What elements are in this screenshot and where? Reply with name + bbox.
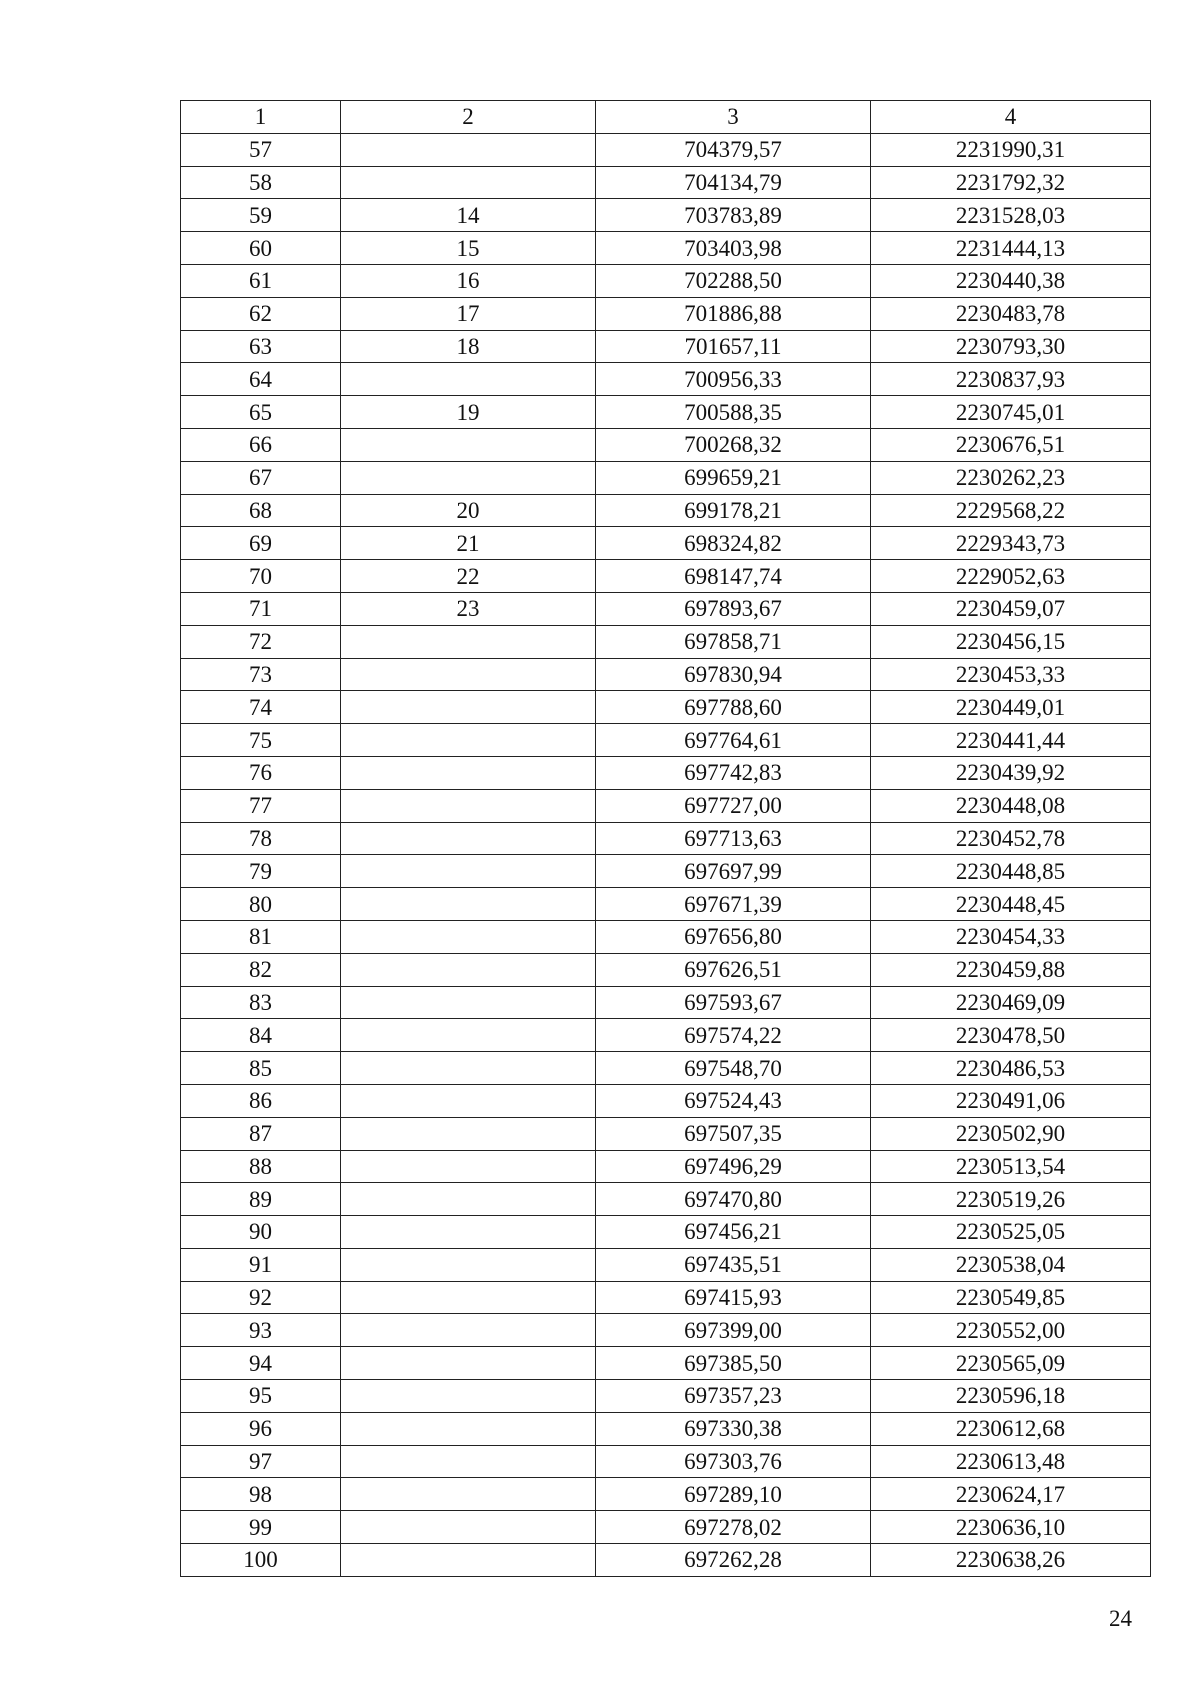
y-coordinate-cell: 2230262,23 — [871, 461, 1151, 494]
y-coordinate-cell: 2230483,78 — [871, 297, 1151, 330]
x-coordinate-cell: 697289,10 — [596, 1478, 871, 1511]
y-coordinate-cell: 2229568,22 — [871, 494, 1151, 527]
point-number-cell: 100 — [181, 1544, 341, 1577]
y-coordinate-cell: 2230478,50 — [871, 1019, 1151, 1052]
vertex-number-cell — [341, 1544, 596, 1577]
x-coordinate-cell: 700268,32 — [596, 428, 871, 461]
y-coordinate-cell: 2230613,48 — [871, 1445, 1151, 1478]
point-number-cell: 75 — [181, 724, 341, 757]
vertex-number-cell — [341, 461, 596, 494]
y-coordinate-cell: 2229343,73 — [871, 527, 1151, 560]
table-row — [181, 953, 1151, 986]
x-coordinate-cell: 698147,74 — [596, 560, 871, 593]
table-row — [181, 625, 1151, 658]
table-row — [181, 658, 1151, 691]
point-number-cell: 89 — [181, 1183, 341, 1216]
vertex-number-cell — [341, 724, 596, 757]
x-coordinate-cell: 697470,80 — [596, 1183, 871, 1216]
x-coordinate-cell: 701657,11 — [596, 330, 871, 363]
vertex-number-cell: 18 — [341, 330, 596, 363]
y-coordinate-cell: 2230469,09 — [871, 986, 1151, 1019]
point-number-cell: 88 — [181, 1150, 341, 1183]
y-coordinate-cell: 2230793,30 — [871, 330, 1151, 363]
table-row — [181, 1544, 1151, 1577]
x-coordinate-cell: 699178,21 — [596, 494, 871, 527]
y-coordinate-cell: 2230439,92 — [871, 756, 1151, 789]
vertex-number-cell — [341, 428, 596, 461]
point-number-cell: 90 — [181, 1216, 341, 1249]
y-coordinate-cell: 2230456,15 — [871, 625, 1151, 658]
x-coordinate-cell: 697278,02 — [596, 1511, 871, 1544]
y-coordinate-cell: 2230565,09 — [871, 1347, 1151, 1380]
table-row — [181, 1150, 1151, 1183]
table-row — [181, 264, 1151, 297]
x-coordinate-cell: 697548,70 — [596, 1052, 871, 1085]
table-row — [181, 1084, 1151, 1117]
coordinates-table — [180, 100, 1151, 1577]
table-row — [181, 133, 1151, 166]
table-row — [181, 724, 1151, 757]
table-row — [181, 1052, 1151, 1085]
table-row — [181, 1380, 1151, 1413]
x-coordinate-cell: 697764,61 — [596, 724, 871, 757]
point-number-cell: 73 — [181, 658, 341, 691]
x-coordinate-cell: 697399,00 — [596, 1314, 871, 1347]
vertex-number-cell — [341, 1248, 596, 1281]
point-number-cell: 99 — [181, 1511, 341, 1544]
column-header-2: 2 — [341, 101, 596, 134]
x-coordinate-cell: 697830,94 — [596, 658, 871, 691]
vertex-number-cell — [341, 1511, 596, 1544]
x-coordinate-cell: 697357,23 — [596, 1380, 871, 1413]
table-row — [181, 297, 1151, 330]
x-coordinate-cell: 704379,57 — [596, 133, 871, 166]
x-coordinate-cell: 697524,43 — [596, 1084, 871, 1117]
y-coordinate-cell: 2231444,13 — [871, 232, 1151, 265]
point-number-cell: 76 — [181, 756, 341, 789]
point-number-cell: 98 — [181, 1478, 341, 1511]
vertex-number-cell — [341, 1412, 596, 1445]
y-coordinate-cell: 2230452,78 — [871, 822, 1151, 855]
y-coordinate-cell: 2230638,26 — [871, 1544, 1151, 1577]
point-number-cell: 61 — [181, 264, 341, 297]
y-coordinate-cell: 2230538,04 — [871, 1248, 1151, 1281]
point-number-cell: 74 — [181, 691, 341, 724]
table-row — [181, 1216, 1151, 1249]
x-coordinate-cell: 704134,79 — [596, 166, 871, 199]
table-row — [181, 1019, 1151, 1052]
table-row — [181, 232, 1151, 265]
y-coordinate-cell: 2230596,18 — [871, 1380, 1151, 1413]
y-coordinate-cell: 2230552,00 — [871, 1314, 1151, 1347]
table-row — [181, 330, 1151, 363]
point-number-cell: 58 — [181, 166, 341, 199]
x-coordinate-cell: 697697,99 — [596, 855, 871, 888]
x-coordinate-cell: 697435,51 — [596, 1248, 871, 1281]
table-row — [181, 691, 1151, 724]
table-header-row — [181, 101, 1151, 134]
vertex-number-cell — [341, 1281, 596, 1314]
x-coordinate-cell: 701886,88 — [596, 297, 871, 330]
point-number-cell: 94 — [181, 1347, 341, 1380]
table-row — [181, 396, 1151, 429]
x-coordinate-cell: 697507,35 — [596, 1117, 871, 1150]
table-row — [181, 986, 1151, 1019]
vertex-number-cell — [341, 1380, 596, 1413]
x-coordinate-cell: 697713,63 — [596, 822, 871, 855]
y-coordinate-cell: 2230440,38 — [871, 264, 1151, 297]
vertex-number-cell — [341, 133, 596, 166]
table-row — [181, 527, 1151, 560]
vertex-number-cell — [341, 822, 596, 855]
y-coordinate-cell: 2230459,88 — [871, 953, 1151, 986]
table-row — [181, 199, 1151, 232]
vertex-number-cell — [341, 363, 596, 396]
x-coordinate-cell: 700588,35 — [596, 396, 871, 429]
y-coordinate-cell: 2230502,90 — [871, 1117, 1151, 1150]
point-number-cell: 93 — [181, 1314, 341, 1347]
vertex-number-cell — [341, 953, 596, 986]
vertex-number-cell: 21 — [341, 527, 596, 560]
vertex-number-cell — [341, 789, 596, 822]
table-body — [181, 133, 1151, 1576]
y-coordinate-cell: 2230624,17 — [871, 1478, 1151, 1511]
point-number-cell: 79 — [181, 855, 341, 888]
point-number-cell: 66 — [181, 428, 341, 461]
vertex-number-cell — [341, 1183, 596, 1216]
y-coordinate-cell: 2230486,53 — [871, 1052, 1151, 1085]
vertex-number-cell — [341, 1216, 596, 1249]
y-coordinate-cell: 2230636,10 — [871, 1511, 1151, 1544]
point-number-cell: 59 — [181, 199, 341, 232]
y-coordinate-cell: 2230676,51 — [871, 428, 1151, 461]
y-coordinate-cell: 2230448,45 — [871, 888, 1151, 921]
y-coordinate-cell: 2230745,01 — [871, 396, 1151, 429]
vertex-number-cell — [341, 1150, 596, 1183]
point-number-cell: 91 — [181, 1248, 341, 1281]
point-number-cell: 71 — [181, 592, 341, 625]
vertex-number-cell — [341, 691, 596, 724]
x-coordinate-cell: 697893,67 — [596, 592, 871, 625]
point-number-cell: 77 — [181, 789, 341, 822]
y-coordinate-cell: 2231792,32 — [871, 166, 1151, 199]
y-coordinate-cell: 2230453,33 — [871, 658, 1151, 691]
vertex-number-cell — [341, 1084, 596, 1117]
vertex-number-cell: 19 — [341, 396, 596, 429]
vertex-number-cell — [341, 1445, 596, 1478]
x-coordinate-cell: 697496,29 — [596, 1150, 871, 1183]
point-number-cell: 63 — [181, 330, 341, 363]
y-coordinate-cell: 2230454,33 — [871, 920, 1151, 953]
vertex-number-cell — [341, 1478, 596, 1511]
point-number-cell: 96 — [181, 1412, 341, 1445]
vertex-number-cell — [341, 1052, 596, 1085]
x-coordinate-cell: 697742,83 — [596, 756, 871, 789]
y-coordinate-cell: 2230513,54 — [871, 1150, 1151, 1183]
point-number-cell: 95 — [181, 1380, 341, 1413]
x-coordinate-cell: 697303,76 — [596, 1445, 871, 1478]
vertex-number-cell: 17 — [341, 297, 596, 330]
y-coordinate-cell: 2230448,08 — [871, 789, 1151, 822]
x-coordinate-cell: 697788,60 — [596, 691, 871, 724]
table-row — [181, 756, 1151, 789]
point-number-cell: 92 — [181, 1281, 341, 1314]
y-coordinate-cell: 2230441,44 — [871, 724, 1151, 757]
table-row — [181, 822, 1151, 855]
vertex-number-cell — [341, 1347, 596, 1380]
vertex-number-cell — [341, 986, 596, 1019]
point-number-cell: 68 — [181, 494, 341, 527]
y-coordinate-cell: 2230837,93 — [871, 363, 1151, 396]
table-row — [181, 166, 1151, 199]
y-coordinate-cell: 2229052,63 — [871, 560, 1151, 593]
x-coordinate-cell: 697593,67 — [596, 986, 871, 1019]
x-coordinate-cell: 703783,89 — [596, 199, 871, 232]
point-number-cell: 60 — [181, 232, 341, 265]
x-coordinate-cell: 697415,93 — [596, 1281, 871, 1314]
table-row — [181, 1314, 1151, 1347]
point-number-cell: 83 — [181, 986, 341, 1019]
vertex-number-cell: 14 — [341, 199, 596, 232]
table-row — [181, 1445, 1151, 1478]
y-coordinate-cell: 2230448,85 — [871, 855, 1151, 888]
y-coordinate-cell: 2230525,05 — [871, 1216, 1151, 1249]
vertex-number-cell: 22 — [341, 560, 596, 593]
table-row — [181, 1347, 1151, 1380]
vertex-number-cell: 15 — [341, 232, 596, 265]
x-coordinate-cell: 698324,82 — [596, 527, 871, 560]
x-coordinate-cell: 697330,38 — [596, 1412, 871, 1445]
table-row — [181, 461, 1151, 494]
y-coordinate-cell: 2230449,01 — [871, 691, 1151, 724]
vertex-number-cell: 20 — [341, 494, 596, 527]
table-row — [181, 560, 1151, 593]
point-number-cell: 82 — [181, 953, 341, 986]
table-row — [181, 1412, 1151, 1445]
vertex-number-cell: 23 — [341, 592, 596, 625]
vertex-number-cell — [341, 625, 596, 658]
point-number-cell: 65 — [181, 396, 341, 429]
point-number-cell: 78 — [181, 822, 341, 855]
x-coordinate-cell: 700956,33 — [596, 363, 871, 396]
x-coordinate-cell: 699659,21 — [596, 461, 871, 494]
table-row — [181, 789, 1151, 822]
table-row — [181, 920, 1151, 953]
point-number-cell: 57 — [181, 133, 341, 166]
table-row — [181, 888, 1151, 921]
vertex-number-cell — [341, 658, 596, 691]
vertex-number-cell — [341, 1117, 596, 1150]
x-coordinate-cell: 702288,50 — [596, 264, 871, 297]
column-header-4: 4 — [871, 101, 1151, 134]
table-row — [181, 592, 1151, 625]
y-coordinate-cell: 2230519,26 — [871, 1183, 1151, 1216]
x-coordinate-cell: 697385,50 — [596, 1347, 871, 1380]
point-number-cell: 86 — [181, 1084, 341, 1117]
column-header-3: 3 — [596, 101, 871, 134]
point-number-cell: 81 — [181, 920, 341, 953]
table-row — [181, 855, 1151, 888]
table-row — [181, 1478, 1151, 1511]
y-coordinate-cell: 2230491,06 — [871, 1084, 1151, 1117]
table-row — [181, 1117, 1151, 1150]
point-number-cell: 62 — [181, 297, 341, 330]
x-coordinate-cell: 697574,22 — [596, 1019, 871, 1052]
y-coordinate-cell: 2230459,07 — [871, 592, 1151, 625]
table-row — [181, 1183, 1151, 1216]
y-coordinate-cell: 2230549,85 — [871, 1281, 1151, 1314]
x-coordinate-cell: 697262,28 — [596, 1544, 871, 1577]
vertex-number-cell — [341, 166, 596, 199]
point-number-cell: 72 — [181, 625, 341, 658]
x-coordinate-cell: 697858,71 — [596, 625, 871, 658]
point-number-cell: 97 — [181, 1445, 341, 1478]
x-coordinate-cell: 697626,51 — [596, 953, 871, 986]
vertex-number-cell — [341, 888, 596, 921]
point-number-cell: 67 — [181, 461, 341, 494]
x-coordinate-cell: 697456,21 — [596, 1216, 871, 1249]
column-header-1: 1 — [181, 101, 341, 134]
table-row — [181, 1248, 1151, 1281]
table-row — [181, 428, 1151, 461]
x-coordinate-cell: 697656,80 — [596, 920, 871, 953]
point-number-cell: 70 — [181, 560, 341, 593]
y-coordinate-cell: 2231990,31 — [871, 133, 1151, 166]
point-number-cell: 87 — [181, 1117, 341, 1150]
point-number-cell: 80 — [181, 888, 341, 921]
vertex-number-cell — [341, 855, 596, 888]
page-number: 24 — [1109, 1606, 1132, 1631]
table-row — [181, 494, 1151, 527]
vertex-number-cell — [341, 756, 596, 789]
table-row — [181, 1511, 1151, 1544]
point-number-cell: 64 — [181, 363, 341, 396]
y-coordinate-cell: 2230612,68 — [871, 1412, 1151, 1445]
point-number-cell: 84 — [181, 1019, 341, 1052]
x-coordinate-cell: 697727,00 — [596, 789, 871, 822]
table-row — [181, 363, 1151, 396]
vertex-number-cell: 16 — [341, 264, 596, 297]
point-number-cell: 85 — [181, 1052, 341, 1085]
x-coordinate-cell: 703403,98 — [596, 232, 871, 265]
vertex-number-cell — [341, 920, 596, 953]
x-coordinate-cell: 697671,39 — [596, 888, 871, 921]
table-row — [181, 1281, 1151, 1314]
y-coordinate-cell: 2231528,03 — [871, 199, 1151, 232]
vertex-number-cell — [341, 1314, 596, 1347]
vertex-number-cell — [341, 1019, 596, 1052]
point-number-cell: 69 — [181, 527, 341, 560]
